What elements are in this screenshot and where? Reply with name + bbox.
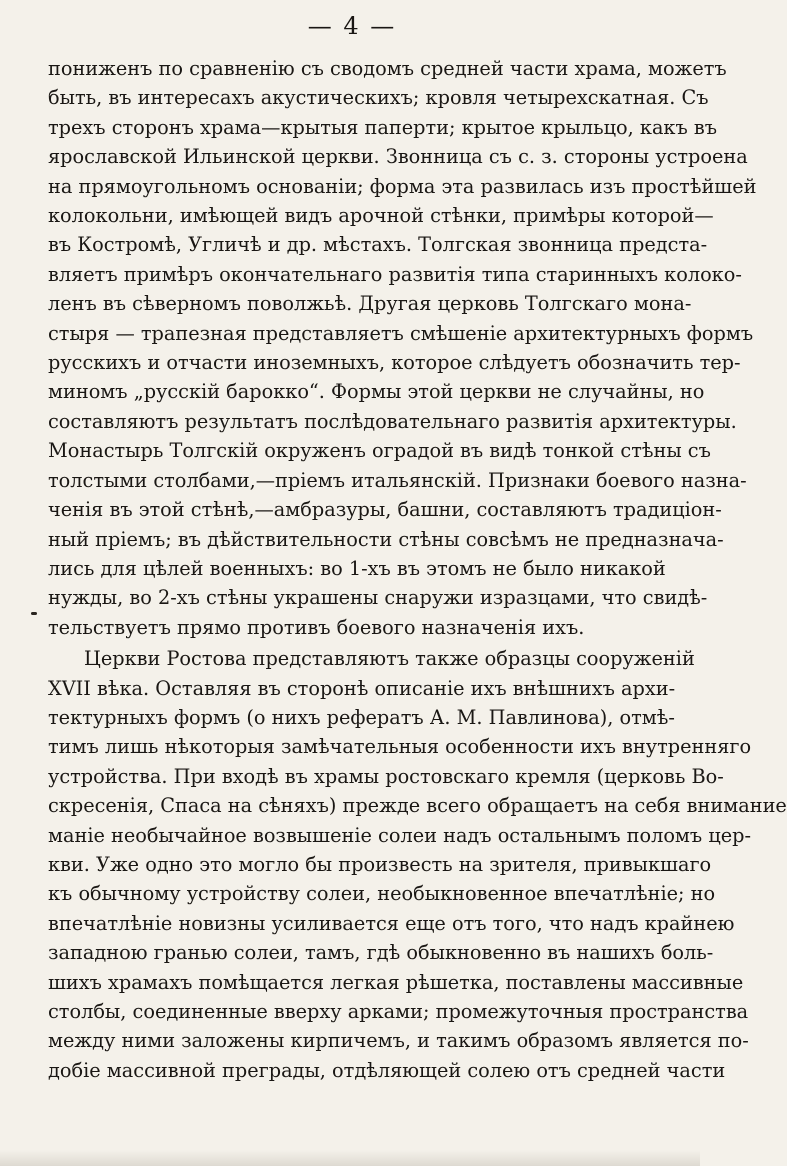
- text-line: трехъ сторонъ храма—крытыя паперти; крытое крыльцо, какъ въ: [48, 115, 718, 139]
- text-line: Монастырь Толгскій окруженъ оградой въ видѣ тонкой стѣны съ: [48, 439, 711, 463]
- text-line: на прямоугольномъ основаніи; форма эта развилась изъ простѣйшей: [48, 174, 757, 198]
- text-line: тимъ лишь нѣкоторыя замѣчательныя особенности ихъ внутренняго: [48, 735, 752, 759]
- text-line: ленъ въ сѣверномъ поволжьѣ. Другая церковь Толгскаго мона-: [48, 292, 692, 316]
- text-line: добіе массивной преграды, отдѣляющей солею отъ средней части: [48, 1058, 726, 1082]
- text-line: стыря — трапезная представляетъ смѣшеніе архитектурныхъ формъ: [48, 321, 754, 345]
- text-line: быть, въ интересахъ акустическихъ; кровля четырехскатная. Съ: [48, 86, 709, 110]
- text-line: Церкви Ростова представляютъ также образцы сооруженій: [84, 647, 695, 671]
- text-line: колокольни, имѣющей видъ арочной стѣнки, примѣры которой—: [48, 204, 714, 228]
- text-line: вляетъ примѣръ окончательнаго развитія типа старинныхъ колоко-: [48, 262, 742, 286]
- text-line: толстыми столбами,—пріемъ итальянскій. Признаки боевого назна-: [48, 468, 747, 492]
- paragraph-2: [48, 644, 787, 1085]
- page-number: — 4 —: [307, 12, 397, 40]
- text-line: ченія въ этой стѣнѣ,—амбразуры, башни, составляютъ традицiон-: [48, 498, 722, 522]
- text-line: кви. Уже одно это могло бы произвесть на зрителя, привыкшаго: [48, 852, 712, 876]
- text-line: маніе необычайное возвышеніе солеи надъ остальнымъ поломъ цер-: [48, 823, 751, 847]
- text-line: составляютъ результатъ послѣдовательнаго развитія архитектуры.: [48, 409, 737, 433]
- text-line: къ обычному устройству солеи, необыкновенное впечатлѣніе; но: [48, 882, 716, 906]
- text-line: ный пріемъ; въ дѣйствительности стѣны совсѣмъ не предназнача-: [48, 527, 724, 551]
- ink-mark: [31, 612, 37, 615]
- text-line: пониженъ по сравненію съ сводомъ средней части храма, можетъ: [48, 57, 727, 80]
- text-line: между ними заложены кирпичемъ, и такимъ образомъ является по-: [48, 1029, 749, 1053]
- text-line: лись для цѣлей военныхъ: во 1-хъ въ этомъ не было никакой: [48, 556, 666, 580]
- text-line: тельствуетъ прямо противъ боевого назначенія ихъ.: [48, 615, 585, 639]
- text-line: русскихъ и отчасти иноземныхъ, которое слѣдуетъ обозначить тер-: [48, 351, 741, 375]
- text-line: скресенія, Спаса на сѣняхъ) прежде всего обращаетъ на себя внимание: [48, 794, 787, 818]
- text-line: шихъ храмахъ помѣщается легкая рѣшетка, поставлены массивные: [48, 970, 744, 994]
- text-line: столбы, соединенные вверху арками; промежуточныя пространства: [48, 1000, 749, 1023]
- text-line: ярославской Ильинской церкви. Звонница съ с. з. стороны устроена: [48, 145, 748, 169]
- text-line: миномъ „русскій барокко“. Формы этой церкви не случайны, но: [48, 380, 705, 404]
- text-line: въ Костромѣ, Угличѣ и др. мѣстахъ. Толгская звонница предста-: [48, 233, 708, 257]
- text-line: впечатлѣніе новизны усиливается еще отъ того, что надъ крайнею: [48, 911, 735, 935]
- text-line: устройства. При входѣ въ храмы ростовскаго кремля (церковь Во-: [48, 764, 724, 788]
- paragraph-1: [48, 54, 757, 642]
- text-line: западною гранью солеи, тамъ, гдѣ обыкновенно въ нашихъ боль-: [48, 941, 714, 965]
- page-bottom-edge: [0, 1150, 700, 1166]
- text-line: тектурныхъ формъ (о нихъ рефератъ А. М. Павлинова), отмѣ-: [48, 705, 675, 729]
- text-line: XVII вѣка. Оставляя въ сторонѣ описаніе ихъ внѣшнихъ архи-: [48, 676, 676, 700]
- text-line: нужды, во 2-хъ стѣны украшены снаружи изразцами, что свидѣ-: [48, 586, 708, 610]
